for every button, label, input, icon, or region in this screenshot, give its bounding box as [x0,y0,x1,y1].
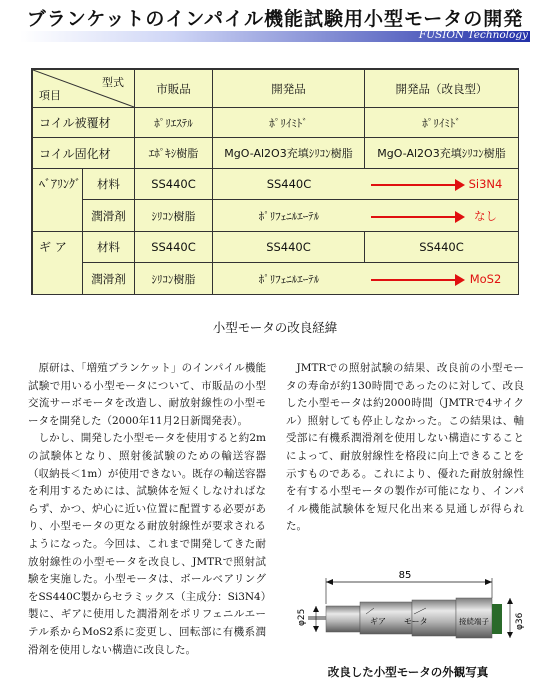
gear-label: ギア [370,617,386,626]
page-title: ブランケットのインパイル機能試験用小型モータの開発 [26,8,524,30]
cell-bearing-material-developed: SS440C [266,177,312,191]
change-arrow [371,184,459,186]
cell-coil-coating-improved: ﾎﾟﾘｲﾐﾄﾞ [365,108,519,138]
corner-type-label: 型式 [102,76,124,89]
col-header-improved: 開発品（改良型） [365,70,519,108]
corner-item-label: 項目 [39,89,61,102]
table-caption: 小型モータの改良経緯 [212,320,338,335]
cell-coil-fixing-commercial: ｴﾎﾟｷｼ樹脂 [135,138,213,169]
body-column-right [286,360,524,536]
photo-caption: 改良した小型モータの外観写真 [327,665,489,679]
comparison-table [31,68,519,295]
left-diameter: φ25 [297,608,307,626]
cell-coil-coating-developed: ﾎﾟﾘｲﾐﾄﾞ [213,108,365,138]
body-column-left [28,360,266,659]
cell-bearing-material-change [213,169,519,200]
cell-bearing-material-improved: Si3N4 [468,177,503,191]
cell-gear-material-commercial: SS440C [135,232,213,263]
cell-bearing-lubricant-change [213,200,519,232]
cell-gear-material-developed: SS440C [213,232,365,263]
change-arrow [371,279,459,281]
paragraph: 原研は、「増殖ブランケット」のインパイル機能試験で用いる小型モータについて、市販品の小型交流サーボモータを改造し、耐放射線性の小型モータを開発した（2000年11月2日新聞発表）。 [28,362,266,427]
sub-label-bearing-material: 材料 [83,169,135,200]
motor-label: モータ [404,617,428,626]
row-label-gear: ギ ア [33,232,83,295]
row-label-bearing: ﾍﾞｱﾘﾝｸﾞ [33,169,83,232]
cell-coil-fixing-developed: MgO-Al2O3充填ｼﾘｺﾝ樹脂 [213,138,365,169]
right-diameter: φ36 [515,612,525,630]
cell-coil-fixing-improved: MgO-Al2O3充填ｼﾘｺﾝ樹脂 [365,138,519,169]
cell-bearing-lubricant-commercial: ｼﾘｺﾝ樹脂 [135,200,213,232]
change-arrow [371,216,459,218]
col-header-commercial: 市販品 [135,70,213,108]
col-header-developed: 開発品 [213,70,365,108]
length-dimension: 85 [398,570,412,581]
sub-label-gear-lubricant: 潤滑剤 [83,263,135,295]
cell-gear-lubricant-improved: MoS2 [469,271,502,286]
cell-gear-lubricant-change [213,263,519,295]
sub-label-bearing-lubricant: 潤滑剤 [83,200,135,232]
cell-gear-lubricant-commercial: ｼﾘｺﾝ樹脂 [135,263,213,295]
motor-photo [286,564,526,656]
paragraph: JMTRでの照射試験の結果、改良前の小型モータの寿命が約130時間であったのに対して、改良した小型モータは約2000時間（JMTRで4サイクル）照射しても停止しなかった。この結果は、軸受部に有機系潤滑剤を使用しない構造にすることによって、耐放射線性を格段に向上できることを示すものである。これにより、優れた耐放射線性を有する小型モータの製作が可能になり、インパイル機能試験体を短尺化出来る見通しが得られた。 [286,362,524,533]
cell-bearing-lubricant-developed: ﾎﾟﾘﾌｪﾆﾙｴｰﾃﾙ [258,209,320,223]
cell-bearing-material-commercial: SS440C [135,169,213,200]
row-label-coil-coating: コイル被覆材 [33,108,135,138]
paragraph: しかし、開発した小型モータを使用すると約2mの試験体となり、照射後試験のための輸送容器（収納長＜1m）が使用できない。既存の輸送容器を利用するためには、試験体を短くしなければならず、かつ、炉心に近い位置に配置する必要があり、小型モータの更なる耐放射線性が要求されるようになった。今回は、これまで開発してきた耐放射線性の小型モータを改良し、JMTRで照射試験を実施した。小型モータは、ボールベアリングをSS440C製からセラミックス（主成分：Si3N4）製に、ギアに使用した潤滑剤をポリフェニルエーテル系からMoS2系に変更し、回転部に有機系潤滑剤を使用しない構造に改良した。 [28,432,266,656]
brand-label: FUSION Technology [418,29,528,41]
sub-label-gear-material: 材料 [83,232,135,263]
cell-gear-lubricant-developed: ﾎﾟﾘﾌｪﾆﾙｴｰﾃﾙ [258,272,320,286]
cell-coil-coating-commercial: ﾎﾟﾘｴｽﾃﾙ [135,108,213,138]
row-label-coil-fixing: コイル固化材 [33,138,135,169]
page-header [0,0,550,44]
cell-bearing-lubricant-improved: なし [474,208,497,223]
cell-gear-material-improved: SS440C [365,232,519,263]
terminal-label: 接続端子 [459,617,489,626]
table-corner-cell [33,70,135,108]
